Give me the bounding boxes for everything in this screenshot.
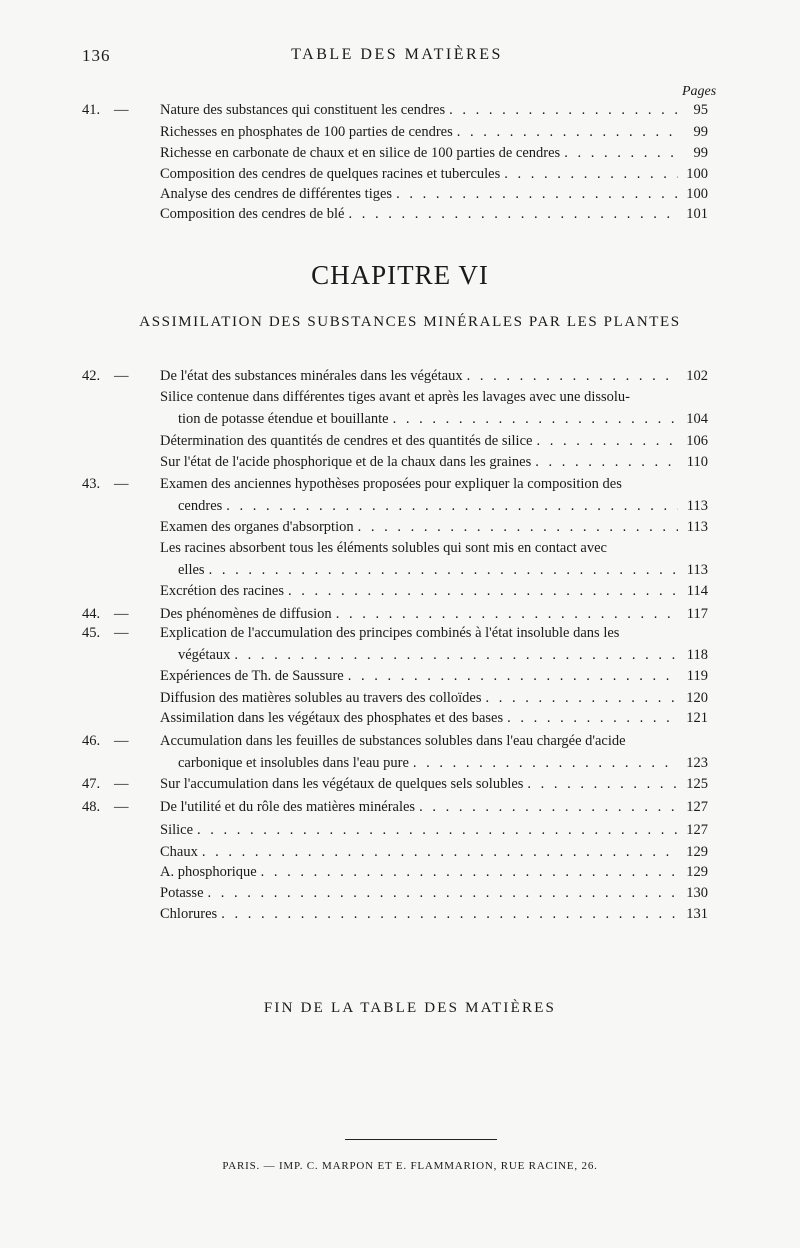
entry-title: Silice <box>160 822 194 838</box>
entry-page-number: 101 <box>686 206 708 222</box>
toc-entry <box>160 666 708 686</box>
toc-entry <box>178 496 708 516</box>
toc-entry-line: Examen des anciennes hypothèses proposées pour expliquer la composition des <box>160 476 622 492</box>
dot-leader <box>222 496 678 516</box>
toc-entry <box>178 645 708 665</box>
entry-page-number: 127 <box>686 799 708 815</box>
entry-title: elles <box>178 562 205 578</box>
entry-title: Richesse en carbonate de chaux et en silice de 100 parties de cendres <box>160 145 561 161</box>
entry-page-number: 100 <box>686 166 708 182</box>
entry-page-number: 120 <box>686 690 708 706</box>
section-dash: — <box>114 733 129 749</box>
toc-entry-line: Explication de l'accumulation des principes combinés à l'état insoluble dans les <box>160 625 620 641</box>
entry-title: Excrétion des racines <box>160 583 285 599</box>
entry-title: cendres <box>178 498 223 514</box>
dot-leader <box>409 753 678 773</box>
chapter-title: CHAPITRE VI <box>311 260 489 290</box>
entry-page-number: 113 <box>686 562 708 578</box>
section-number: 42. <box>82 368 101 384</box>
dot-leader <box>230 645 678 665</box>
dot-leader <box>481 688 678 708</box>
dot-leader <box>198 842 678 862</box>
entry-page-number: 106 <box>686 433 708 449</box>
section-number: 43. <box>82 476 101 492</box>
toc-entry <box>82 774 708 794</box>
entry-title: Des phénomènes de diffusion <box>160 606 332 622</box>
dot-leader <box>332 604 678 624</box>
entry-title: Sur l'état de l'acide phosphorique et de la chaux dans les graines <box>160 454 532 470</box>
entry-title: Composition des cendres de quelques racines et tubercules <box>160 166 501 182</box>
dot-leader <box>284 581 678 601</box>
dot-leader <box>344 204 678 224</box>
entry-page-number: 99 <box>693 124 708 140</box>
entry-page-number: 121 <box>686 710 708 726</box>
entry-title: végétaux <box>178 647 231 663</box>
toc-entry <box>160 883 708 903</box>
entry-page-number: 113 <box>686 519 708 535</box>
entry-page-number: 129 <box>686 864 708 880</box>
toc-entry <box>160 122 708 142</box>
entry-title: Expériences de Th. de Saussure <box>160 668 344 684</box>
entry-page-number: 119 <box>686 668 708 684</box>
entry-page-number: 123 <box>686 755 708 771</box>
toc-entry <box>160 143 708 163</box>
dot-leader <box>354 517 678 537</box>
toc-entry <box>160 904 708 924</box>
toc-entry <box>178 560 708 580</box>
entry-page-number: 95 <box>693 102 708 118</box>
entry-title: Diffusion des matières solubles au travers des colloïdes <box>160 690 482 706</box>
section-dash: — <box>114 102 129 118</box>
dot-leader <box>503 708 678 728</box>
toc-entry <box>160 164 708 184</box>
section-number: 46. <box>82 733 101 749</box>
toc-entry <box>82 100 708 120</box>
section-number: 48. <box>82 799 101 815</box>
entry-page-number: 100 <box>686 186 708 202</box>
dot-leader <box>415 797 678 817</box>
entry-title: Sur l'accumulation dans les végétaux de quelques sels solubles <box>160 776 524 792</box>
section-dash: — <box>114 606 129 622</box>
dot-leader <box>453 122 678 142</box>
entry-title: tion de potasse étendue et bouillante <box>178 411 389 427</box>
dot-leader <box>204 883 679 903</box>
entry-page-number: 102 <box>686 368 708 384</box>
entry-title: De l'état des substances minérales dans les végétaux <box>160 368 463 384</box>
toc-entry <box>82 604 708 624</box>
running-head <box>82 46 712 70</box>
running-title: TABLE DES MATIÈRES <box>291 46 503 63</box>
dot-leader <box>445 100 678 120</box>
pages-column-label: Pages <box>682 84 717 99</box>
dot-leader <box>392 184 678 204</box>
toc-entry <box>160 862 708 882</box>
entry-title: Potasse <box>160 885 204 901</box>
toc-entry <box>160 184 708 204</box>
toc-entry <box>160 204 708 224</box>
entry-title: Chlorures <box>160 906 218 922</box>
entry-page-number: 127 <box>686 822 708 838</box>
section-dash: — <box>114 625 129 641</box>
entry-page-number: 125 <box>686 776 708 792</box>
entry-page-number: 118 <box>686 647 708 663</box>
toc-entry <box>82 366 708 386</box>
entry-title: Assimilation dans les végétaux des phosphates et des bases <box>160 710 504 726</box>
entry-page-number: 99 <box>693 145 708 161</box>
toc-entry-line: Silice contenue dans différentes tiges avant et après les lavages avec une dissolu- <box>160 389 631 405</box>
entry-title: Détermination des quantités de cendres et des quantités de silice <box>160 433 533 449</box>
section-number: 47. <box>82 776 101 792</box>
printer-imprint: PARIS. — IMP. C. MARPON ET E. FLAMMARION, RUE RACINE, 26. <box>222 1160 598 1172</box>
toc-entry <box>160 842 708 862</box>
chapter-subtitle: ASSIMILATION DES SUBSTANCES MINÉRALES PAR LES PLANTES <box>139 314 681 330</box>
dot-leader <box>531 452 678 472</box>
entry-title: A. phosphorique <box>160 864 257 880</box>
entry-page-number: 114 <box>686 583 708 599</box>
section-dash: — <box>114 476 129 492</box>
dot-leader <box>205 560 678 580</box>
entry-title: Analyse des cendres de différentes tiges <box>160 186 393 202</box>
dot-leader <box>193 820 678 840</box>
toc-entry <box>160 581 708 601</box>
entry-title: Richesses en phosphates de 100 parties de cendres <box>160 124 453 140</box>
dot-leader <box>344 666 678 686</box>
entry-title: carbonique et insolubles dans l'eau pure <box>178 755 409 771</box>
toc-entry <box>160 708 708 728</box>
dot-leader <box>523 774 678 794</box>
entry-title: Chaux <box>160 844 198 860</box>
toc-entry <box>160 517 708 537</box>
dot-leader <box>532 431 678 451</box>
imprint-rule <box>345 1139 497 1140</box>
section-dash: — <box>114 776 129 792</box>
toc-entry <box>178 753 708 773</box>
toc-entry-line: Accumulation dans les feuilles de substances solubles dans l'eau chargée d'acide <box>160 733 626 749</box>
section-number: 41. <box>82 102 101 118</box>
dot-leader <box>217 904 678 924</box>
dot-leader <box>463 366 678 386</box>
toc-entry <box>178 409 708 429</box>
entry-page-number: 129 <box>686 844 708 860</box>
entry-title: De l'utilité et du rôle des matières minérales <box>160 799 416 815</box>
entry-title: Composition des cendres de blé <box>160 206 345 222</box>
entry-page-number: 113 <box>686 498 708 514</box>
entry-page-number: 131 <box>686 906 708 922</box>
section-number: 45. <box>82 625 101 641</box>
entry-page-number: 104 <box>686 411 708 427</box>
toc-entry-line: Les racines absorbent tous les éléments solubles qui sont mis en contact avec <box>160 540 607 556</box>
section-dash: — <box>114 368 129 384</box>
toc-entry <box>82 797 708 817</box>
toc-entry <box>160 431 708 451</box>
toc-entry <box>160 452 708 472</box>
dot-leader <box>257 862 678 882</box>
toc-entry <box>160 820 708 840</box>
dot-leader <box>560 143 678 163</box>
page-number: 136 <box>82 46 111 65</box>
section-number: 44. <box>82 606 101 622</box>
dot-leader <box>389 409 678 429</box>
toc-entry <box>160 688 708 708</box>
entry-title: Nature des substances qui constituent les cendres <box>160 102 446 118</box>
section-dash: — <box>114 799 129 815</box>
end-of-table-note: FIN DE LA TABLE DES MATIÈRES <box>263 1000 557 1016</box>
entry-page-number: 130 <box>686 885 708 901</box>
entry-title: Examen des organes d'absorption <box>160 519 354 535</box>
entry-page-number: 110 <box>686 454 708 470</box>
entry-page-number: 117 <box>686 606 708 622</box>
dot-leader <box>500 164 678 184</box>
